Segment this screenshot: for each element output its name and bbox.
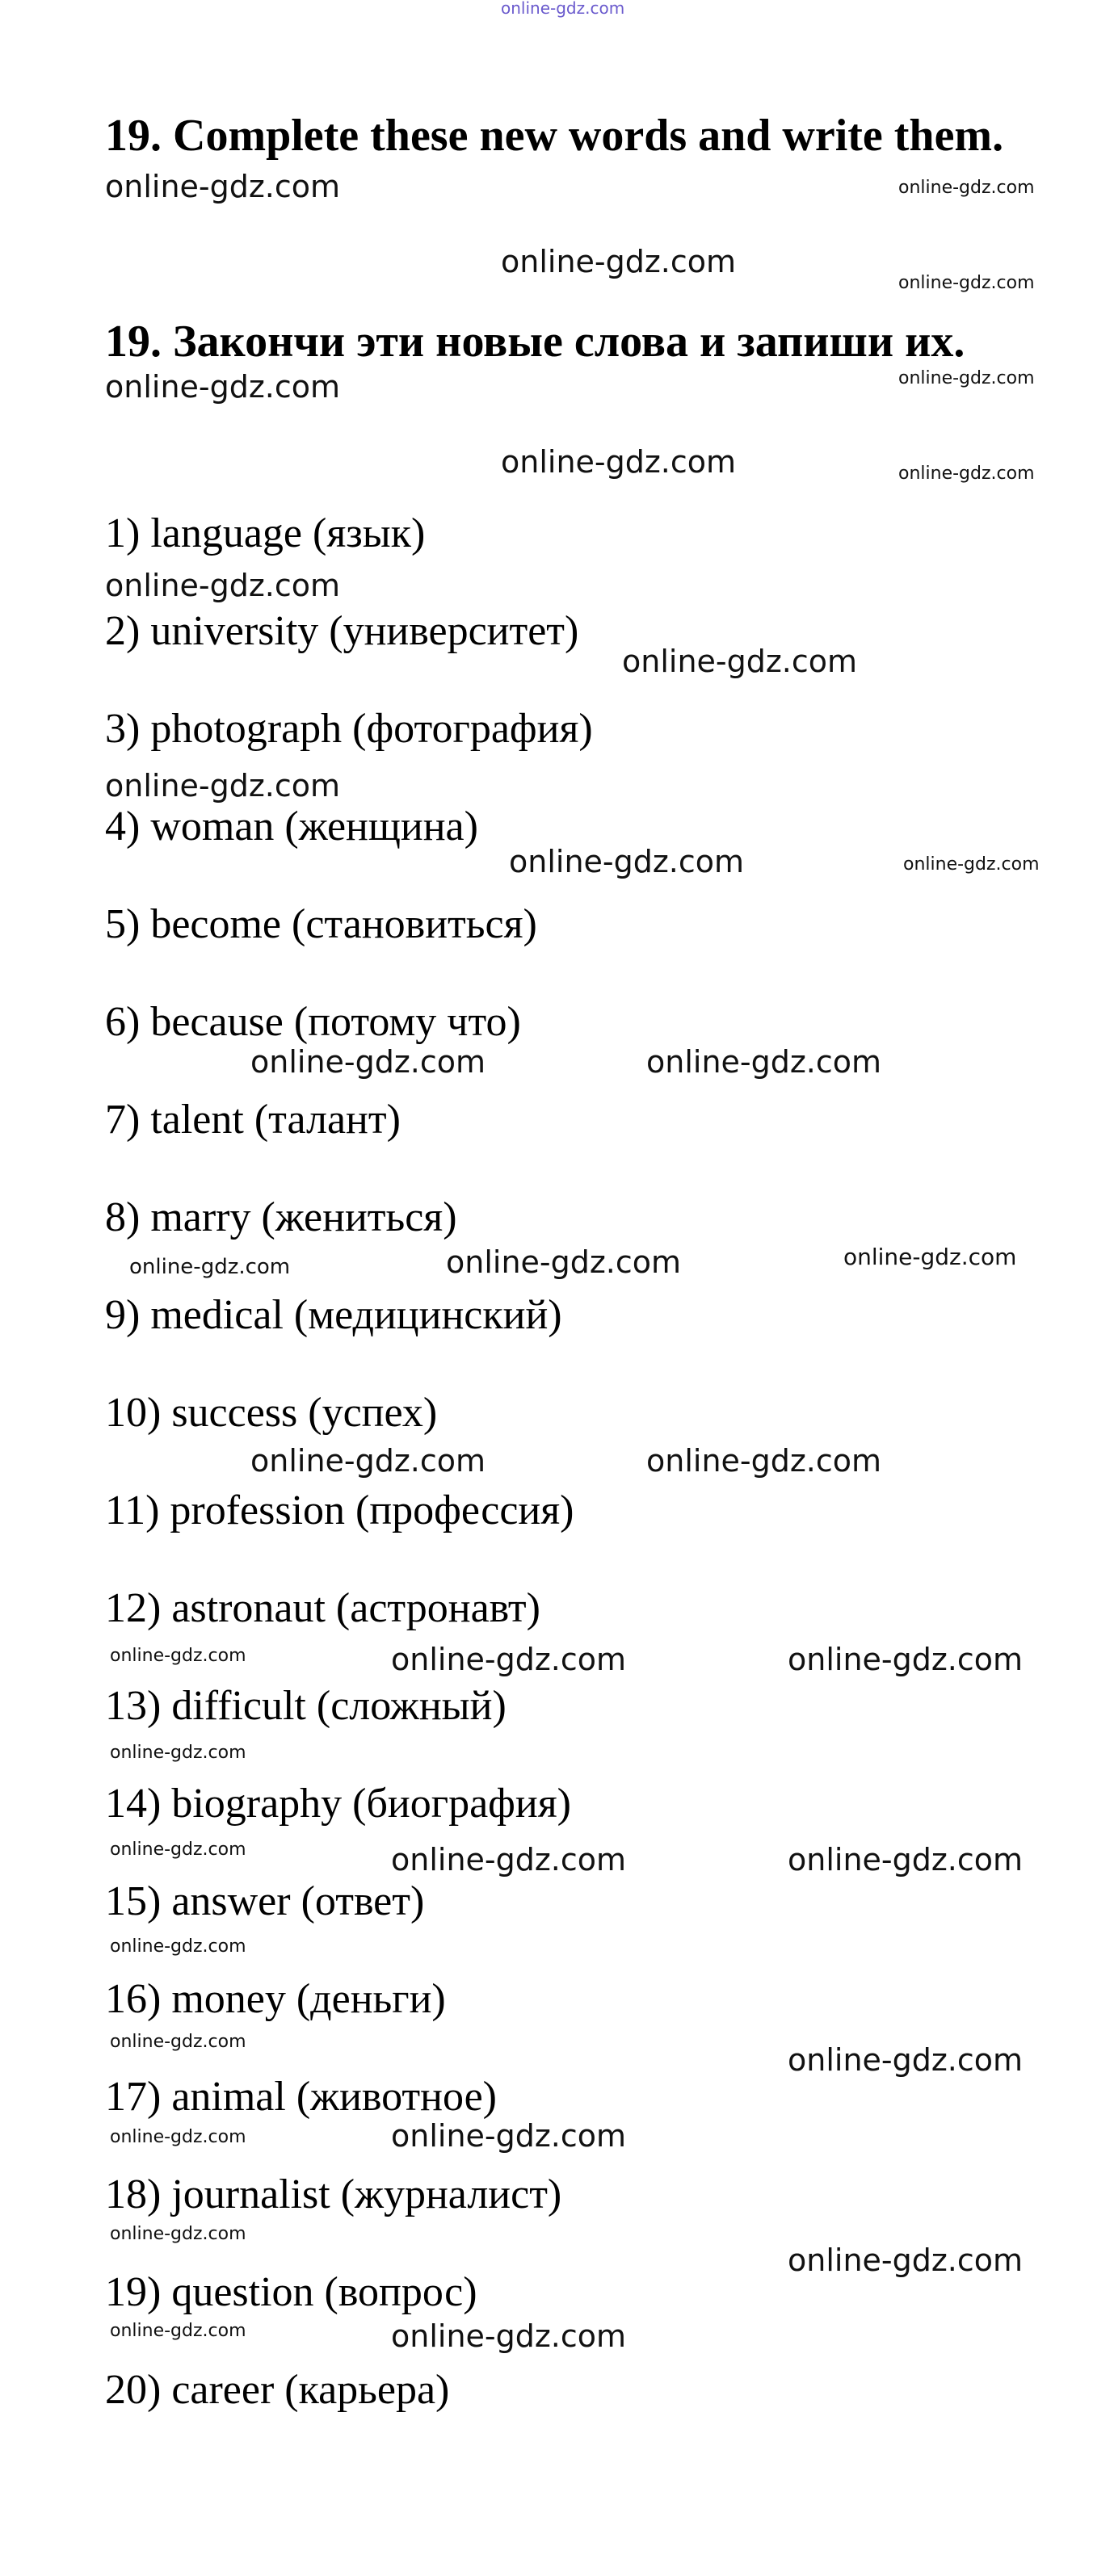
watermark-text: online-gdz.com [788, 1642, 1024, 1677]
watermark-text: online-gdz.com [898, 368, 1035, 388]
watermark-text: online-gdz.com [105, 768, 341, 803]
watermark-text: online-gdz.com [788, 2042, 1024, 2078]
word-item-14: 14) biography (биография) [105, 1781, 571, 1827]
watermark-text: online-gdz.com [622, 644, 858, 679]
title-russian: 19. Закончи эти новые слова и запиши их. [105, 317, 965, 367]
word-item-16: 16) money (деньги) [105, 1976, 446, 2022]
word-item-7: 7) talent (талант) [105, 1097, 401, 1143]
watermark-text: online-gdz.com [110, 1743, 246, 1763]
watermark-text: online-gdz.com [501, 444, 737, 480]
watermark-text: online-gdz.com [110, 1646, 246, 1666]
watermark-text: online-gdz.com [129, 1255, 291, 1279]
word-item-12: 12) astronaut (астронавт) [105, 1585, 540, 1631]
word-item-4: 4) woman (женщина) [105, 803, 478, 850]
watermark-text: online-gdz.com [110, 2321, 246, 2341]
watermark-text: online-gdz.com [898, 178, 1035, 198]
watermark-text: online-gdz.com [788, 1842, 1024, 1877]
word-item-17: 17) animal (животное) [105, 2074, 497, 2120]
watermark-text: online-gdz.com [898, 273, 1035, 293]
watermark-text: online-gdz.com [105, 568, 341, 603]
top-watermark: online-gdz.com [501, 0, 625, 18]
word-item-13: 13) difficult (сложный) [105, 1683, 507, 1729]
watermark-text: online-gdz.com [501, 244, 737, 279]
word-item-20: 20) career (карьера) [105, 2367, 450, 2413]
watermark-text: online-gdz.com [646, 1443, 882, 1479]
word-item-1: 1) language (язык) [105, 510, 426, 556]
watermark-text: online-gdz.com [105, 369, 341, 405]
watermark-text: online-gdz.com [446, 1244, 682, 1280]
watermark-text: online-gdz.com [898, 464, 1035, 484]
word-item-10: 10) success (успех) [105, 1390, 438, 1436]
watermark-text: online-gdz.com [110, 1840, 246, 1860]
watermark-text: online-gdz.com [509, 844, 745, 879]
watermark-text: online-gdz.com [391, 1842, 627, 1877]
watermark-text: online-gdz.com [110, 2224, 246, 2244]
word-item-5: 5) become (становиться) [105, 901, 537, 947]
watermark-text: online-gdz.com [391, 1642, 627, 1677]
word-item-3: 3) photograph (фотография) [105, 706, 593, 752]
watermark-text: online-gdz.com [250, 1443, 486, 1479]
watermark-text: online-gdz.com [391, 2118, 627, 2154]
word-item-8: 8) marry (жениться) [105, 1194, 457, 1240]
word-item-11: 11) profession (профессия) [105, 1487, 574, 1533]
watermark-text: online-gdz.com [110, 2032, 246, 2052]
watermark-text: online-gdz.com [646, 1044, 882, 1080]
word-item-15: 15) answer (ответ) [105, 1878, 425, 1924]
title-english: 19. Complete these new words and write them. [105, 111, 1004, 161]
word-item-6: 6) because (потому что) [105, 999, 521, 1045]
word-item-18: 18) journalist (журналист) [105, 2171, 562, 2217]
watermark-text: online-gdz.com [788, 2242, 1024, 2278]
watermark-text: online-gdz.com [391, 2318, 627, 2354]
watermark-text: online-gdz.com [110, 2127, 246, 2147]
watermark-text: online-gdz.com [110, 1936, 246, 1957]
watermark-text: online-gdz.com [105, 169, 341, 204]
word-item-19: 19) question (вопрос) [105, 2269, 477, 2315]
word-item-9: 9) medical (медицинский) [105, 1292, 562, 1338]
watermark-text: online-gdz.com [250, 1044, 486, 1080]
watermark-text: online-gdz.com [903, 854, 1040, 875]
watermark-text: online-gdz.com [843, 1244, 1017, 1270]
word-item-2: 2) university (университет) [105, 608, 579, 654]
